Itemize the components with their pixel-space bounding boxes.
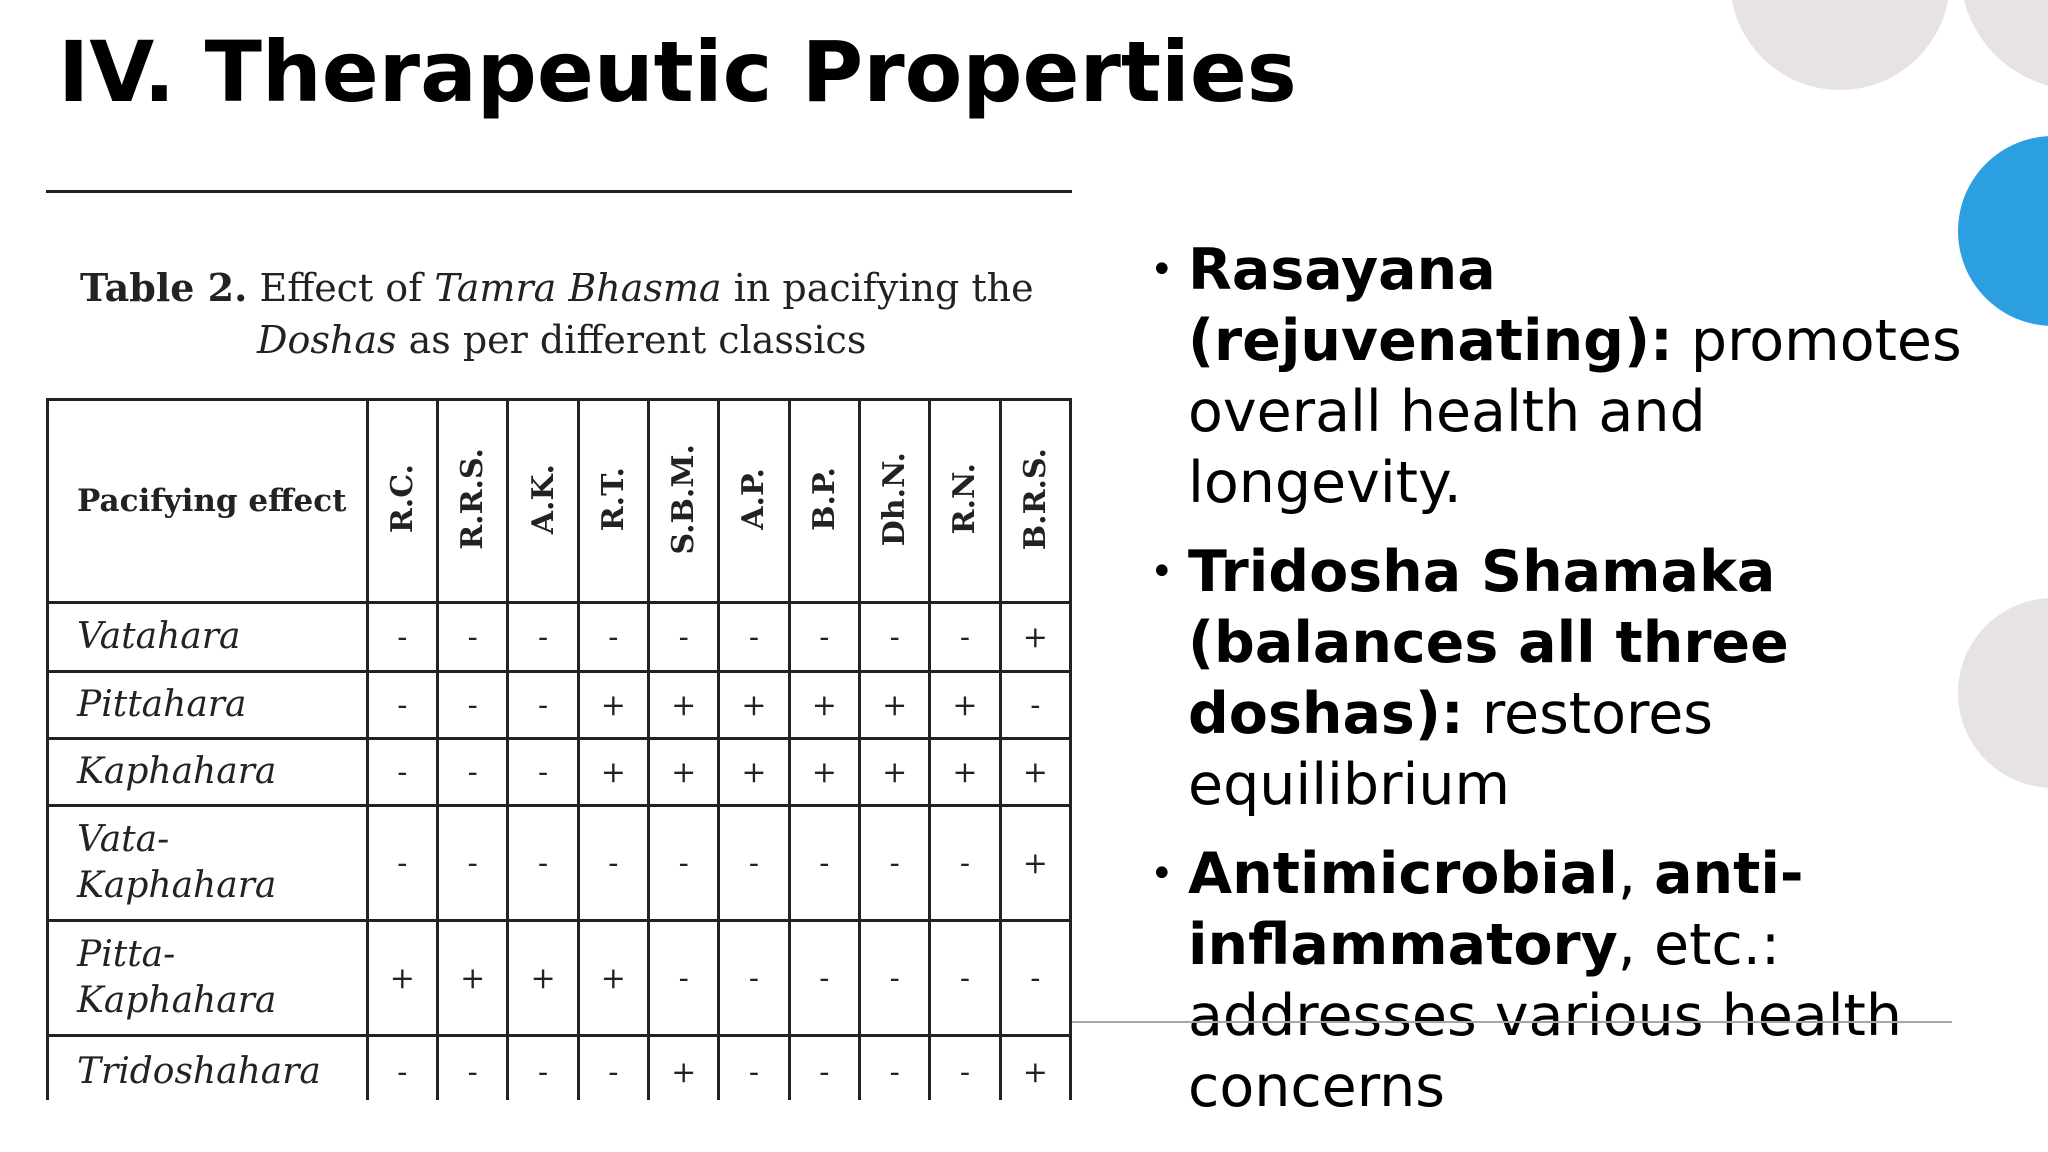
table-cell: - [438, 603, 508, 672]
table-header-row [48, 400, 1071, 603]
table-cell: + [649, 739, 719, 806]
table-cell: - [789, 603, 859, 672]
table-cell: - [859, 806, 929, 921]
table-cell: - [367, 603, 437, 672]
table-cell: - [367, 739, 437, 806]
bullet-bold: Antimicrobial [1188, 841, 1618, 907]
bullet-item [1140, 839, 1980, 1123]
table-cell: + [719, 739, 789, 806]
row-label: Pitta- Kaphahara [48, 921, 368, 1036]
table-cell: - [930, 603, 1000, 672]
table-cell: + [859, 672, 929, 739]
table-cell: - [508, 1036, 578, 1101]
table-cell: + [578, 672, 648, 739]
caption-line-2 [80, 314, 1070, 366]
table-cell: + [1000, 603, 1070, 672]
table-cell: - [789, 806, 859, 921]
table-cell: - [508, 672, 578, 739]
table-cell: + [578, 739, 648, 806]
table-cell: + [1000, 806, 1070, 921]
table-cell: + [1000, 1036, 1070, 1101]
header-col: A.P. [719, 400, 789, 603]
table-cell: - [508, 603, 578, 672]
header-col: A.K. [508, 400, 578, 603]
header-col: B.P. [789, 400, 859, 603]
caption-post: in pacifying the [733, 266, 1034, 310]
table-cell: + [649, 1036, 719, 1101]
bullet-text: promotes overall health and longevity. [1188, 308, 1962, 516]
header-col: R.R.S. [438, 400, 508, 603]
bullet-bold: Rasayana (rejuvenating): [1188, 237, 1673, 374]
table-cell: - [367, 672, 437, 739]
table-cell: - [508, 739, 578, 806]
row-label: Kaphahara [48, 739, 368, 806]
header-col: Dh.N. [859, 400, 929, 603]
row-label: Vata- Kaphahara [48, 806, 368, 921]
bullet-separator: , [1617, 841, 1655, 907]
bullet-dot: • [1150, 549, 1174, 595]
bullet-list [1140, 235, 1980, 1141]
table-cell: - [859, 1036, 929, 1101]
table-cell: + [438, 921, 508, 1036]
table-caption [80, 262, 1070, 366]
table-cell: - [719, 806, 789, 921]
table-cell: + [367, 921, 437, 1036]
row-label: Vatahara [48, 603, 368, 672]
table-cell: - [789, 1036, 859, 1101]
table-cell: - [859, 921, 929, 1036]
table-figure [40, 180, 1072, 1100]
header-col: B.R.S. [1000, 400, 1070, 603]
table-cell: - [1000, 921, 1070, 1036]
table-cell: - [367, 1036, 437, 1101]
table-cell: - [789, 921, 859, 1036]
bullet-item [1140, 235, 1980, 519]
decorative-circle-grey-2 [1960, 0, 2048, 90]
header-col: R.C. [367, 400, 437, 603]
bullet-bold: Tridosha Shamaka (balances all three doshas): [1188, 539, 1789, 747]
table-cell: - [649, 806, 719, 921]
row-label: Tridoshahara [48, 1036, 368, 1101]
table-cell: + [1000, 739, 1070, 806]
table-cell: - [578, 806, 648, 921]
table-row [48, 603, 1071, 672]
table-cell: - [438, 1036, 508, 1101]
bullet-text: , etc.: addresses various health concerns [1188, 912, 1903, 1120]
table-top-rule [46, 190, 1072, 193]
table-cell: + [578, 921, 648, 1036]
table-cell: - [719, 921, 789, 1036]
dosha-table [46, 398, 1072, 1100]
table-cell: - [367, 806, 437, 921]
table-cell: + [649, 672, 719, 739]
table-cell: - [1000, 672, 1070, 739]
table-cell: - [438, 739, 508, 806]
table-cell: - [438, 806, 508, 921]
decorative-circle-grey-1 [1730, 0, 1950, 90]
table-cell: - [930, 921, 1000, 1036]
caption-label: Table 2. [80, 265, 248, 310]
caption-line2-post: as per different classics [408, 318, 867, 362]
table-row [48, 672, 1071, 739]
table-cell: + [508, 921, 578, 1036]
header-col: S.B.M. [649, 400, 719, 603]
table-cell: - [719, 1036, 789, 1101]
bullet-dot: • [1150, 247, 1174, 293]
row-label: Pittahara [48, 672, 368, 739]
table-cell: + [859, 739, 929, 806]
table-cell: + [719, 672, 789, 739]
bullet-bold: anti-inflammatory [1188, 841, 1804, 978]
table-cell: - [859, 603, 929, 672]
table-cell: + [789, 672, 859, 739]
caption-italic: Tamra Bhasma [434, 266, 722, 310]
caption-pre: Effect of [259, 266, 423, 310]
table-row [48, 1036, 1071, 1101]
table-cell: - [719, 603, 789, 672]
table-cell: + [930, 739, 1000, 806]
caption-line2-italic: Doshas [257, 318, 397, 362]
bullet-text: restores equilibrium [1188, 681, 1713, 818]
table-cell: - [508, 806, 578, 921]
header-pacifying-effect: Pacifying effect [48, 400, 368, 603]
table-cell: - [578, 603, 648, 672]
header-col: R.N. [930, 400, 1000, 603]
table-cell: - [649, 603, 719, 672]
bullet-dot: • [1150, 851, 1174, 897]
table-cell: + [930, 672, 1000, 739]
table-cell: - [578, 1036, 648, 1101]
header-col: R.T. [578, 400, 648, 603]
bullet-item [1140, 537, 1980, 821]
bottom-rule [1072, 1021, 1952, 1023]
table-cell: - [649, 921, 719, 1036]
table-cell: - [438, 672, 508, 739]
table-row [48, 806, 1071, 921]
table-row [48, 921, 1071, 1036]
table-cell: - [930, 1036, 1000, 1101]
table-row [48, 739, 1071, 806]
table-cell: + [789, 739, 859, 806]
table-cell: - [930, 806, 1000, 921]
slide-title: IV. Therapeutic Properties [58, 23, 1297, 121]
